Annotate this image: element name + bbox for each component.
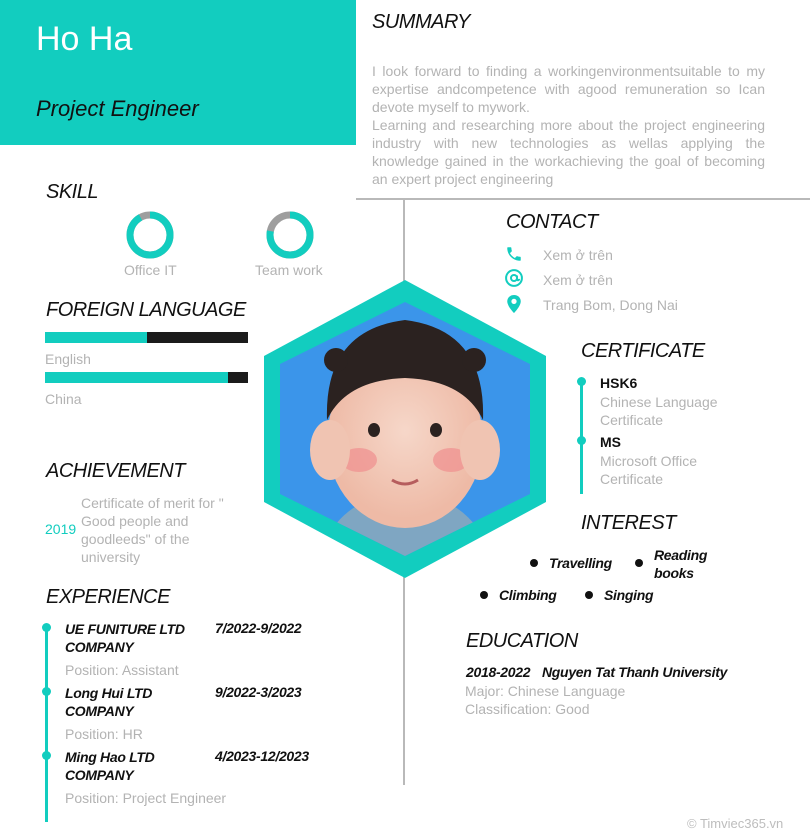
- language-bar-english-fill: [45, 332, 147, 343]
- interest-item: Reading books: [654, 547, 708, 581]
- experience-dot: [42, 687, 51, 696]
- interest-item: Climbing: [499, 587, 557, 603]
- skill-title: SKILL: [46, 181, 98, 203]
- language-label-english: English: [45, 351, 91, 367]
- interest-bullet: [585, 591, 593, 599]
- skill-donut-office: [125, 210, 175, 260]
- candidate-name: Ho Ha: [36, 20, 133, 58]
- experience-timeline: [45, 626, 48, 822]
- watermark: © Timviec365.vn: [687, 816, 784, 831]
- certificate-desc: Microsoft Office Certificate: [600, 453, 697, 487]
- certificate-dot: [577, 377, 586, 386]
- certificate-title: CERTIFICATE: [581, 340, 705, 362]
- interest-bullet: [635, 559, 643, 567]
- experience-position: Position: Project Engineer: [65, 790, 227, 806]
- interest-bullet: [530, 559, 538, 567]
- experience-position: Position: HR: [65, 726, 143, 742]
- education-years: 2018-2022: [466, 664, 531, 680]
- skill-label-teamwork: Team work: [255, 262, 323, 278]
- profile-photo-frame: [264, 280, 546, 578]
- certificate-name: MS: [600, 434, 621, 450]
- experience-position: Position: Assistant: [65, 662, 179, 678]
- language-bar-english: [45, 332, 248, 343]
- achievement-title: ACHIEVEMENT: [46, 460, 185, 482]
- experience-company: Long Hui LTD COMPANY: [65, 685, 153, 719]
- experience-period: 4/2023-12/2023: [215, 748, 309, 764]
- contact-phone: Xem ở trên: [543, 247, 613, 263]
- interest-item: Travelling: [549, 555, 612, 571]
- skill-donut-office-fill: [130, 215, 170, 255]
- experience-dot: [42, 623, 51, 632]
- experience-period: 7/2022-9/2022: [215, 620, 302, 636]
- experience-company: UE FUNITURE LTD COMPANY: [65, 621, 185, 655]
- foreign-language-title: FOREIGN LANGUAGE: [46, 299, 246, 321]
- education-school: Nguyen Tat Thanh University: [542, 664, 728, 680]
- phone-icon: [505, 245, 523, 263]
- divider-vertical-bottom: [403, 560, 405, 785]
- profile-photo: [264, 280, 546, 578]
- language-bar-china: [45, 372, 248, 383]
- education-title: EDUCATION: [466, 630, 578, 652]
- experience-title: EXPERIENCE: [46, 586, 170, 608]
- contact-email: Xem ở trên: [543, 272, 613, 288]
- language-label-china: China: [45, 391, 82, 407]
- contact-address: Trang Bom, Dong Nai: [543, 297, 678, 313]
- certificate-dot: [577, 436, 586, 445]
- experience-period: 9/2022-3/2023: [215, 684, 302, 700]
- divider-horizontal: [356, 198, 810, 200]
- candidate-role: Project Engineer: [36, 96, 199, 121]
- certificate-name: HSK6: [600, 375, 638, 391]
- achievement-year: 2019: [45, 521, 77, 537]
- education-major: Major: Chinese Language: [465, 683, 626, 699]
- education-classification: Classification: Good: [465, 701, 590, 717]
- summary-text: I look forward to finding a workingenvironmentsuitable to my expertise andcompetence with agood remuneration so Ican devote myself to mywork. Learning and researching more about the project engineering industry with new technologies as wellas applying the knowledge gained in the workachieving the goal of becoming an expert project engineering: [372, 63, 765, 187]
- interest-item: Singing: [604, 587, 654, 603]
- contact-title: CONTACT: [506, 211, 598, 233]
- language-bar-china-fill: [45, 372, 228, 383]
- achievement-text: Certificate of merit for " Good people and goodleeds" of the university: [81, 495, 224, 565]
- skill-donut-teamwork: [265, 210, 315, 260]
- summary-title: SUMMARY: [372, 11, 470, 33]
- certificate-desc: Chinese Language Certificate: [600, 394, 718, 428]
- experience-company: Ming Hao LTD COMPANY: [65, 749, 155, 783]
- skill-label-office: Office IT: [124, 262, 177, 278]
- interest-bullet: [480, 591, 488, 599]
- interest-title: INTEREST: [581, 512, 676, 534]
- experience-dot: [42, 751, 51, 760]
